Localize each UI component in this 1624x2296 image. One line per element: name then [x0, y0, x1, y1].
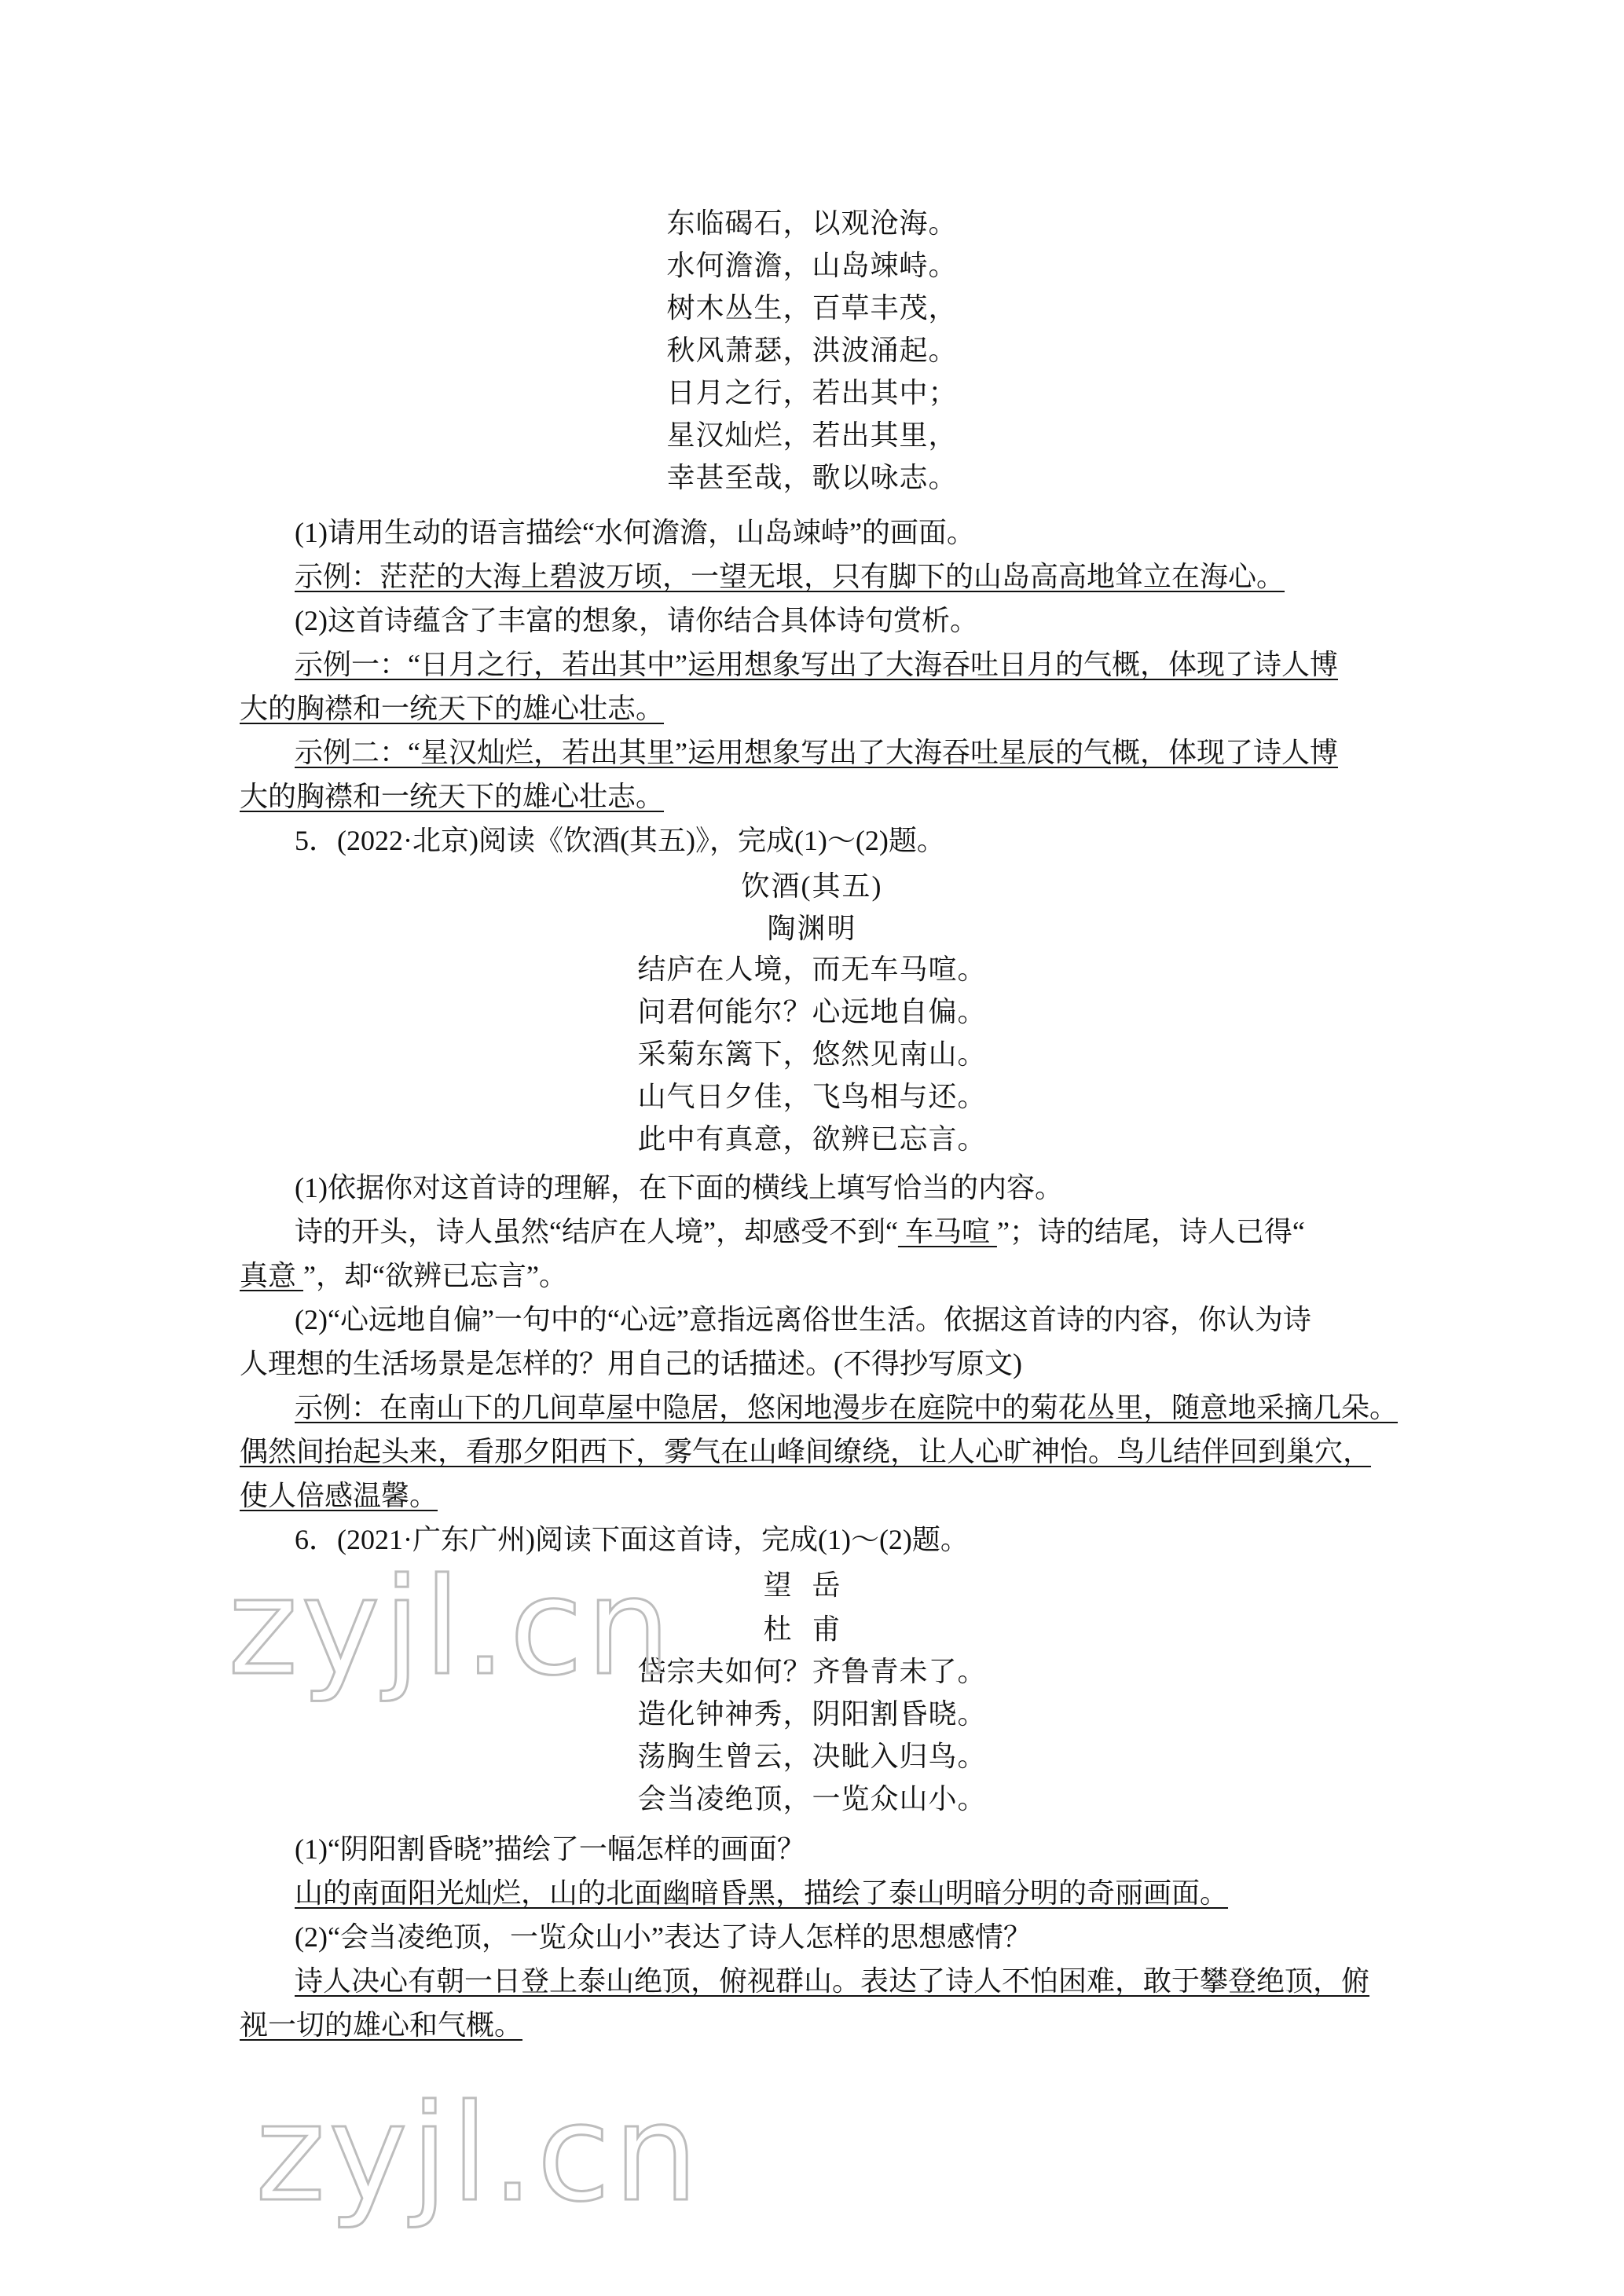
- q4-answer2a-line1: 示例一：“日月之行，若出其中”运用想象写出了大海吞吐日月的气概，体现了诗人博: [295, 649, 1338, 680]
- poem-line: 树木丛生，百草丰茂，: [666, 292, 958, 324]
- q4-sub1: (1)请用生动的语言描绘“水何澹澹，山岛竦峙”的画面。: [295, 517, 975, 548]
- poem-line: 此中有真意，欲辨已忘言。: [637, 1123, 987, 1155]
- poem-line: 造化钟神秀，阴阳割昏晓。: [637, 1698, 987, 1730]
- q6-answer2-line2: 视一切的雄心和气概。: [240, 2009, 523, 2041]
- poem-line: 问君何能尔？心远地自偏。: [637, 996, 987, 1028]
- q6-stem: 6．(2021·广东广州)阅读下面这首诗，完成(1)～(2)题。: [295, 1524, 969, 1555]
- poem-line: 会当凌绝顶，一览众山小。: [637, 1783, 987, 1815]
- q4-answer2a-line2: 大的胸襟和一统天下的雄心壮志。: [240, 693, 665, 724]
- watermark-logo: zyjl.cn: [228, 1550, 674, 1705]
- q5-answer-line2: 偶然间抬起头来，看那夕阳西下，雾气在山峰间缭绕，让人心旷神怡。鸟儿结伴回到巢穴，: [240, 1436, 1372, 1467]
- q6-poem-title: 望岳: [763, 1569, 861, 1601]
- q5-poem-author: 陶渊明: [767, 913, 857, 944]
- q5-sub2-line1: (2)“心远地自偏”一句中的“心远”意指远离俗世生活。依据这首诗的内容，你认为诗: [295, 1304, 1311, 1335]
- q5-poem-title: 饮酒(其五): [741, 870, 883, 902]
- q5-answer-line3: 使人倍感温馨。: [240, 1480, 438, 1511]
- poem-line: 采菊东篱下，悠然见南山。: [637, 1038, 987, 1071]
- poem-line: 秋风萧瑟，洪波涌起。: [666, 335, 958, 367]
- q6-answer2-line1: 诗人决心有朝一日登上泰山绝顶，俯视群山。表达了诗人不怕困难，敢于攀登绝顶，俯: [295, 1965, 1370, 1997]
- poem-line: 水何澹澹，山岛竦峙。: [666, 250, 958, 282]
- fill-blank-2: 真意: [240, 1260, 304, 1291]
- q5-fill-line: 诗的开头，诗人虽然“结庐在人境”，却感受不到“ 车马喧 ”；诗的结尾，诗人已得“: [295, 1216, 1305, 1247]
- fill-blank-1: 车马喧: [897, 1216, 997, 1247]
- q4-answer1: 示例：茫茫的大海上碧波万顷，一望无垠，只有脚下的山岛高高地耸立在海心。: [295, 561, 1285, 592]
- poem-line: 荡胸生曾云，决眦入归鸟。: [637, 1741, 987, 1773]
- watermark-logo: zyjl.cn: [255, 2076, 702, 2232]
- poem-line: 山气日夕佳，飞鸟相与还。: [637, 1081, 987, 1113]
- q4-answer2b-line2: 大的胸襟和一统天下的雄心壮志。: [240, 781, 665, 812]
- q6-poem-author: 杜甫: [763, 1613, 861, 1645]
- q4-sub2: (2)这首诗蕴含了丰富的想象，请你结合具体诗句赏析。: [295, 605, 978, 636]
- poem-line: 岱宗夫如何？齐鲁青未了。: [637, 1656, 987, 1688]
- poem-line: 东临碣石，以观沧海。: [666, 207, 958, 240]
- q6-answer1: 山的南面阳光灿烂，山的北面幽暗昏黑，描绘了泰山明暗分明的奇丽画面。: [295, 1877, 1229, 1909]
- q5-stem: 5．(2022·北京)阅读《饮酒(其五)》，完成(1)～(2)题。: [295, 825, 945, 856]
- q5-sub2-line2: 人理想的生活场景是怎样的？用自己的话描述。(不得抄写原文): [240, 1348, 1022, 1379]
- poem-line: 星汉灿烂，若出其里，: [666, 419, 958, 452]
- poem-line: 幸甚至哉，歌以咏志。: [666, 462, 958, 494]
- q6-sub2: (2)“会当凌绝顶，一览众山小”表达了诗人怎样的思想感情？: [295, 1921, 1032, 1953]
- q5-fill-line-2: 真意 ”，却“欲辨已忘言”。: [240, 1260, 567, 1291]
- poem-line: 日月之行，若出其中；: [666, 377, 958, 409]
- poem-line: 结庐在人境，而无车马喧。: [637, 954, 987, 986]
- q5-answer-line1: 示例：在南山下的几间草屋中隐居，悠闲地漫步在庭院中的菊花丛里，随意地采摘几朵。: [295, 1392, 1399, 1423]
- q5-sub1: (1)依据你对这首诗的理解，在下面的横线上填写恰当的内容。: [295, 1172, 1063, 1203]
- q6-sub1: (1)“阴阳割昏晓”描绘了一幅怎样的画面？: [295, 1833, 805, 1865]
- q4-answer2b-line1: 示例二：“星汉灿烂，若出其里”运用想象写出了大海吞吐星辰的气概，体现了诗人博: [295, 737, 1338, 768]
